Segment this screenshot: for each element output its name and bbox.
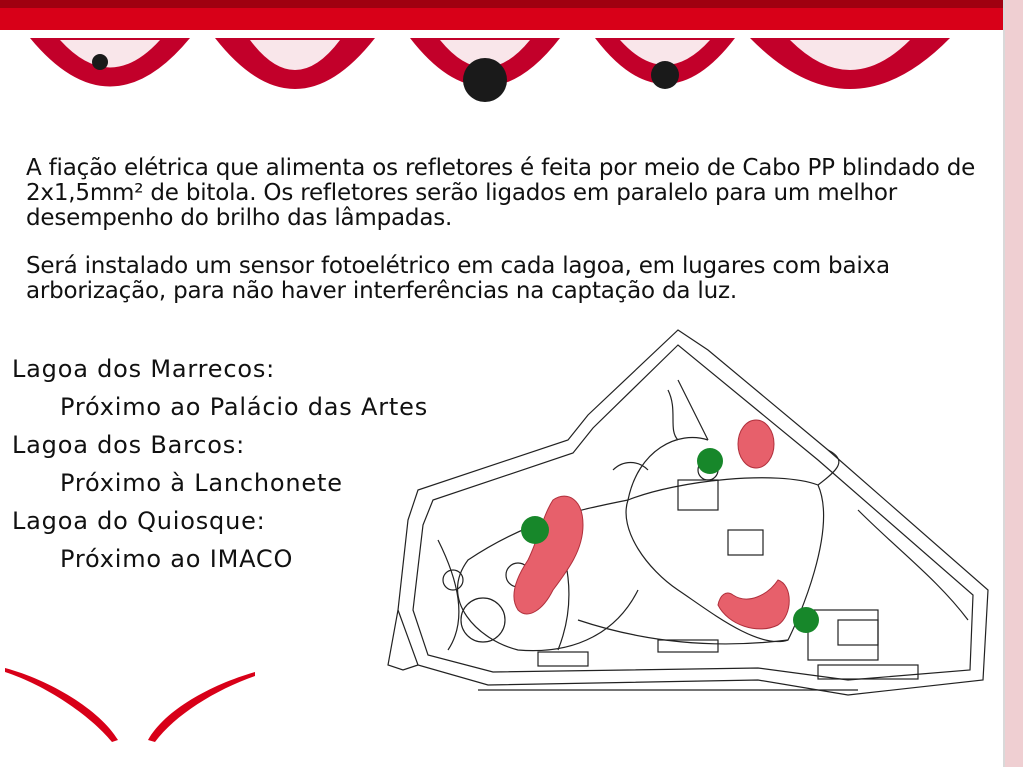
lagoa-barcos-shape <box>738 420 774 468</box>
lagoa-barcos-location: Próximo à Lanchonete <box>60 469 343 497</box>
decorative-corner <box>0 660 260 760</box>
park-map <box>378 320 998 710</box>
lagoa-quiosque-location: Próximo ao IMACO <box>60 545 294 573</box>
lagoa-quiosque-shape <box>718 580 789 629</box>
decorative-banner <box>0 0 1005 140</box>
paragraph-sensor: Será instalado um sensor fotoelétrico em cada lagoa, em lugares com baixa arborização, para não haver interferências na captação da luz. <box>26 253 890 304</box>
sensor-barcos-marker <box>697 448 723 474</box>
lagoa-quiosque-label: Lagoa do Quiosque: <box>12 507 266 535</box>
lagoa-marrecos-shape <box>514 496 583 614</box>
sensor-marrecos-marker <box>521 516 549 544</box>
sensor-quiosque-marker <box>793 607 819 633</box>
right-stripe <box>1005 0 1023 767</box>
lagoa-marrecos-location: Próximo ao Palácio das Artes <box>60 393 429 421</box>
lagoa-barcos-label: Lagoa dos Barcos: <box>12 431 245 459</box>
paragraph-wiring: A fiação elétrica que alimenta os refletores é feita por meio de Cabo PP blindado de 2x1,5mm² de bitola. Os refletores serão ligados em paralelo para um melhor desempenho do brilho das lâmpadas. <box>26 155 976 231</box>
lagoa-marrecos-label: Lagoa dos Marrecos: <box>12 355 276 383</box>
